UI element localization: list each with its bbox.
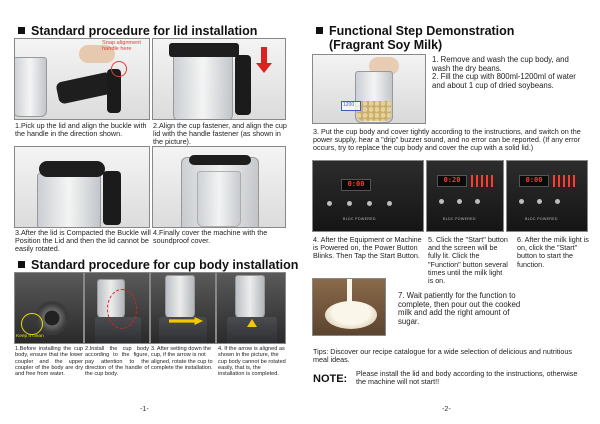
beans-photo bbox=[312, 54, 426, 124]
keep-clean-label: Keep it clean bbox=[16, 334, 44, 339]
cup-step1-text: 1.Before installing the cup body, ensure that the lower coupler and the upper coupler of the body are dry and free from water. bbox=[15, 346, 83, 378]
jug-shape bbox=[173, 51, 233, 120]
heading-functional-demo bbox=[316, 24, 514, 52]
guide-curve-icon bbox=[107, 289, 137, 329]
lid-step2-text: 2.Align the cup fastener, and align the cup lid with the handle fastener (as shown in the picture). bbox=[153, 121, 287, 147]
jug-shape bbox=[14, 57, 47, 117]
lid-shape bbox=[39, 161, 105, 177]
handle-shape bbox=[103, 171, 121, 225]
timer-display: 0:20 bbox=[437, 175, 467, 187]
note-label: NOTE: bbox=[313, 373, 348, 385]
step6-text: 6. After the milk light is on, click the "Start" button to start the function. bbox=[517, 235, 589, 269]
brand-label: BLDC POWERED bbox=[443, 217, 476, 221]
timer-display: 0:00 bbox=[519, 175, 549, 187]
brand-label: BLDC POWERED bbox=[525, 217, 558, 221]
lid-shape bbox=[55, 71, 114, 104]
timer-display: 0:00 bbox=[341, 179, 371, 191]
annotation-snap-label: Snap alignment handle here bbox=[102, 40, 141, 53]
bullet-square-icon bbox=[18, 27, 25, 34]
knob-circle bbox=[111, 61, 127, 77]
lid-shape bbox=[169, 43, 239, 57]
beans-fill-shape bbox=[357, 101, 391, 121]
down-arrow-head-icon bbox=[256, 63, 272, 73]
step1-2-text: 1. Remove and wash the cup body, and wash the dry beans. 2. Fill the cup with 800ml-1200ml of water and about 1 cup of dried soybeans. bbox=[432, 55, 576, 90]
red-indicator-lights bbox=[553, 175, 575, 187]
red-indicator-lights bbox=[471, 175, 493, 187]
lid-step4-photo bbox=[152, 146, 286, 228]
jug-shape bbox=[37, 173, 101, 228]
cup-step3-photo bbox=[150, 272, 216, 344]
cup-step2-text: 2.Install the cup body according to the figure, pay attention to the direction of the handle of the cup body. bbox=[85, 346, 149, 378]
panel-photo-3 bbox=[506, 160, 588, 232]
bullet-square-icon bbox=[316, 27, 323, 34]
milk-pour-shape bbox=[347, 279, 352, 309]
note-text: Please install the lid and body according to the instructions, otherwise the machine will not start!! bbox=[356, 369, 578, 387]
bullet-square-icon bbox=[18, 261, 25, 268]
page-number-right: -2- bbox=[442, 404, 451, 413]
cup-step2-photo bbox=[84, 272, 150, 344]
power-button-dot bbox=[475, 199, 480, 204]
aligned-arrow-icon bbox=[247, 319, 257, 327]
lid-step2-photo bbox=[152, 38, 286, 120]
power-button-dot bbox=[555, 199, 560, 204]
step3-text: 3. Put the cup body and cover tightly according to the instructions, and switch on the power supply, hear a "drip" buzzer sound, and no error can be reported. (If any error occurs, try to replace the cup body and cover the cup with a solid lid.) bbox=[313, 127, 581, 153]
lid-step3-photo bbox=[14, 146, 150, 228]
heading-lid-installation bbox=[18, 24, 257, 38]
milk-photo bbox=[312, 278, 386, 336]
heading-demo-line2: (Fragrant Soy Milk) bbox=[329, 38, 443, 52]
panel-photo-2 bbox=[426, 160, 504, 232]
cup-step4-text: 4. If the arrow is aligned as shown in the picture, the cup body cannot be rotated easily, that is, the installation is completed. bbox=[218, 346, 286, 378]
lid-step1-text: 1.Pick up the lid and align the buckle with the handle in the direction shown. bbox=[15, 121, 147, 139]
jug-shape bbox=[235, 275, 265, 319]
menu-button-dot bbox=[387, 201, 392, 206]
heading-lid-text: Standard procedure for lid installation bbox=[31, 24, 258, 38]
function-button-dot bbox=[519, 199, 524, 204]
step4-text: 4. After the Equipment or Machine is Powered on, the Power Button Blinks. Then Tap the Start Button. bbox=[313, 235, 422, 261]
tips-text: Tips: Discover our recipe catalogue for a wide selection of delicious and nutritious meal ideas. bbox=[313, 347, 573, 365]
start-button-dot bbox=[457, 199, 462, 204]
cup-step3-text: 3. After setting down the cup, if the arrow is not aligned, rotate the cup to complete the installation. bbox=[151, 346, 213, 371]
coupler-highlight-circle bbox=[21, 313, 43, 335]
function-button-dot bbox=[439, 199, 444, 204]
brand-label: BLDC POWERED bbox=[343, 217, 376, 221]
heading-cup-installation bbox=[18, 258, 298, 272]
step5-text: 5. Click the "Start" button and the screen will be fully lit. Click the "Function" button several times until the milk light is on. bbox=[428, 235, 508, 286]
start-button-dot bbox=[347, 201, 352, 206]
start-button-dot bbox=[537, 199, 542, 204]
page-number-left: -1- bbox=[140, 404, 149, 413]
heading-demo-line1: Functional Step Demonstration bbox=[329, 24, 515, 38]
cover-top-shape bbox=[189, 155, 251, 165]
jug-shape bbox=[197, 171, 241, 227]
handle-shape bbox=[235, 55, 251, 115]
heading-cup-text: Standard procedure for cup body installation bbox=[31, 258, 299, 272]
lid-step3-text: 3.After the lid is Compacted the Buckle will Position the Lid and then the lid cannot be easily rotated. bbox=[15, 228, 151, 254]
power-button-dot bbox=[367, 201, 372, 206]
jug-mark-label: 1200 bbox=[343, 102, 355, 108]
panel-photo-1 bbox=[312, 160, 424, 232]
lid-step4-text: 4.Finally cover the machine with the soundproof cover. bbox=[153, 228, 268, 246]
step7-text: 7. Wait patiently for the function to complete, then pour out the cooked milk and add the right amount of sugar. bbox=[398, 291, 521, 326]
cup-step4-photo bbox=[216, 272, 286, 344]
function-button-dot bbox=[327, 201, 332, 206]
jug-shape bbox=[165, 275, 195, 319]
